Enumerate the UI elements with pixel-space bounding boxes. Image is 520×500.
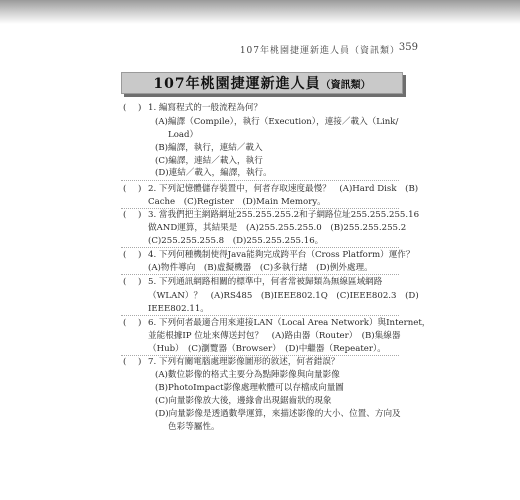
answer-paren-left: (: [123, 210, 127, 220]
question-6: [0, 316, 520, 330]
section-title-box: [121, 72, 403, 94]
question-2: [0, 182, 520, 196]
question-text-continuation: (A)物件導向 (B)虛擬機器 (C)多執行緒 (D)例外處理。: [148, 263, 373, 273]
question-text-continuation: Cache (C)Register (D)Main Memory。: [148, 197, 326, 207]
question-text-continuation: 做AND運算，其結果是 (A)255.255.255.0 (B)255.255.255.2: [148, 223, 407, 233]
answer-paren-right: ): [138, 277, 142, 287]
question-divider: [121, 180, 399, 181]
question-text-continuation: (C)255.255.255.8 (D)255.255.255.16。: [148, 236, 324, 246]
option-a: (A)數位影像的格式主要分為點陣影像與向量影像: [155, 370, 340, 380]
question-text: 5. 下列通訊網路相關的標準中，何者常被歸類為無線區域網路: [148, 277, 383, 287]
question-text-continuation: （Hub） (C)瀏覽器（Browser） (D)中繼器（Repeater）。: [148, 344, 386, 354]
question-text: 4. 下列何種機制使得Java能夠完成跨平台（Cross Platform）運作？: [148, 250, 415, 260]
top-gradient-band: [0, 0, 520, 24]
answer-paren-left: (: [123, 184, 127, 194]
question-text: 2. 下列記憶體儲存裝置中，何者存取速度最慢？ (A)Hard Disk (B): [148, 184, 419, 194]
option-c: (C)編譯，連結／載入，執行: [155, 156, 263, 166]
running-header: 107年桃園捷運新進人員（資訊類）: [239, 46, 400, 56]
question-text-continuation: 並能根據IP 位址來傳送封包？ (A)路由器（Router） (B)集線器: [148, 331, 401, 341]
answer-paren-left: (: [123, 357, 127, 367]
question-text: 1. 編寫程式的一般流程為何？: [148, 103, 263, 113]
answer-paren-left: (: [123, 277, 127, 287]
option-b: (B)PhotoImpact影像處理軟體可以存檔成向量圖: [155, 383, 344, 393]
question-text: 3. 當我們把主網路網址255.255.255.2和子網路位址255.255.255.16: [148, 210, 420, 220]
answer-paren-right: ): [138, 103, 142, 113]
answer-paren-left: (: [123, 250, 127, 260]
option-d: (D)向量影像是透過數學運算，來描述影像的大小、位置、方向及: [155, 409, 401, 419]
option-a: (A)編譯（Compile），執行（Execution），連接／載入（Link/: [155, 117, 399, 127]
option-c: (C)向量影像放大後，邊緣會出現鋸齒狀的現象: [155, 396, 332, 406]
question-4: [0, 248, 520, 262]
question-text-continuation: （WLAN）？ (A)RS485 (B)IEEE802.1Q (C)IEEE802.3 (D): [148, 291, 419, 301]
question-1: [0, 101, 520, 115]
option-continuation: Load）: [168, 130, 199, 140]
question-text-continuation: IEEE802.11。: [148, 304, 209, 314]
question-5: [0, 275, 520, 289]
option-continuation: 色彩等屬性。: [168, 422, 220, 432]
option-b: (B)編譯，執行，連結／載入: [155, 143, 263, 153]
question-text: 7. 下列有關電腦處理影像圖形的敘述，何者錯誤？: [148, 357, 340, 367]
answer-paren-right: ): [138, 184, 142, 194]
answer-paren-left: (: [123, 103, 127, 113]
answer-paren-right: ): [138, 250, 142, 260]
section-title-category: （資訊類）: [320, 80, 371, 91]
answer-paren-right: ): [138, 318, 142, 328]
section-title: 107年桃園捷運新進人員: [153, 76, 321, 92]
option-d: (D)連結／載入，編譯，執行。: [155, 168, 272, 178]
answer-paren-right: ): [138, 210, 142, 220]
answer-paren-right: ): [138, 357, 142, 367]
question-3: [0, 208, 520, 222]
question-7: [0, 355, 520, 369]
question-text: 6. 下列何者最適合用來連接LAN（Local Area Network）與Internet，: [148, 318, 431, 328]
page-number: 359: [398, 42, 418, 53]
answer-paren-left: (: [123, 318, 127, 328]
